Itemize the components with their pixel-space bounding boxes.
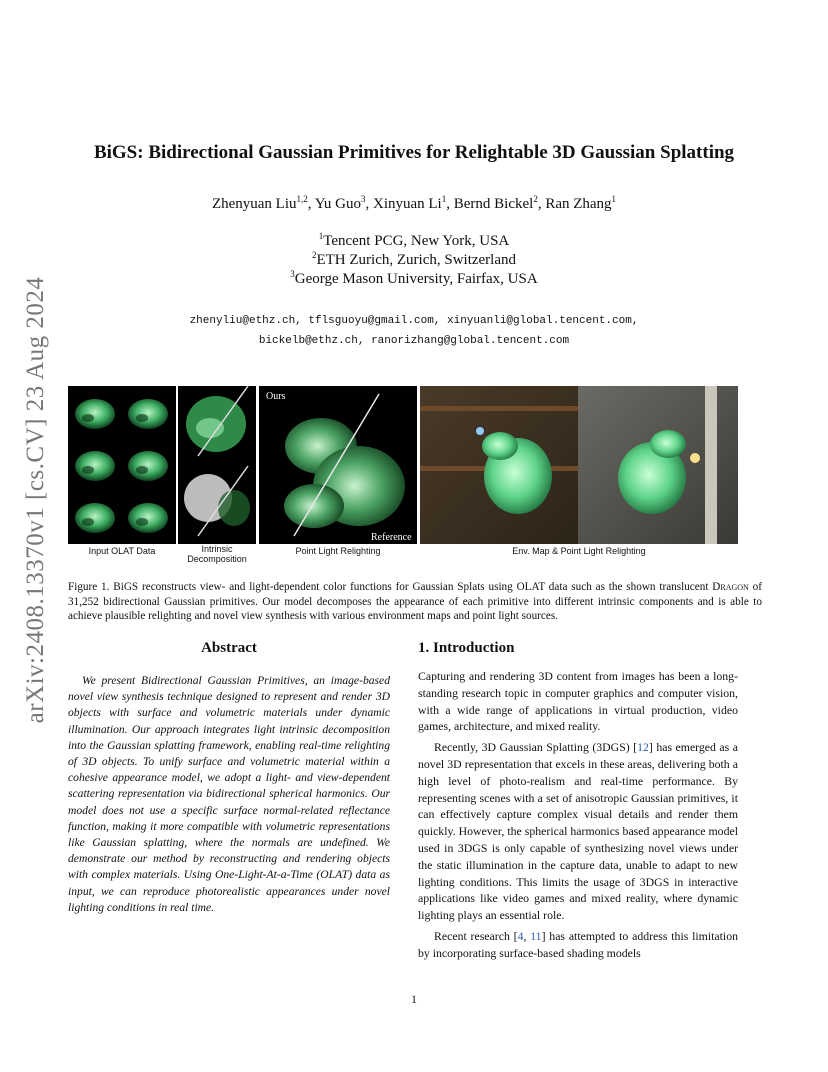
intro-p2-start: Recently, 3D Gaussian Splatting (3DGS) [ [434, 740, 638, 755]
author-name: Bernd Bickel [453, 196, 534, 212]
author-affiliation-marker: 1 [611, 194, 617, 204]
intro-p3-end: ] has attempted to address this limitation by incorporating surface-based shading models [418, 928, 738, 960]
affiliation-line: $^1$Tencent PCG, New York, USA [318, 231, 510, 249]
introduction-heading: 1. Introduction [418, 640, 515, 656]
affiliation-line: $^3$George Mason University, Fairfax, USA [290, 269, 538, 287]
reference-label: Reference [371, 532, 412, 543]
citation-link[interactable]: 4 [517, 928, 524, 943]
point-light-relighting-image [259, 386, 417, 544]
env-map-relighting-image [420, 386, 738, 544]
author-name: Zhenyuan Liu [211, 196, 297, 212]
figure-caption-prefix: Figure 1. BiGS reconstructs view- and light-dependent color functions for Gaussian Splats using OLAT data such as the shown translucent [68, 581, 713, 593]
figure-caption-rest: of 31,252 bidirectional Gaussian primitives. Our model decomposes the appearance of each primitive into different intrinsic components and is able to achieve plausible relighting and novel view synthesis with various environment maps and point light sources. [68, 581, 762, 622]
author-name: Xinyuan Li [372, 196, 442, 212]
affiliation-list [0, 232, 828, 289]
author-affiliation-marker: 2 [533, 194, 538, 204]
olat-grid-image [68, 386, 176, 544]
author-list: Zhenyuan Liu$^{1,2}$, Yu Guo$^3$, Xinyuan Li$^1$, Bernd Bickel$^2$, Ran Zhang$^1$ [211, 194, 617, 212]
subcaption-env-map: Env. Map & Point Light Relighting [512, 546, 646, 556]
author-affiliation-marker: 3 [360, 194, 366, 204]
paper-title: BiGS: Bidirectional Gaussian Primitives for Relightable 3D Gaussian Splatting [93, 142, 735, 163]
arxiv-id-text: arXiv:2408.13370v1 [cs.CV] 23 Aug 2024 [22, 276, 49, 724]
author-affiliation-marker: 1 [441, 194, 447, 204]
intro-paragraph-3 [418, 928, 738, 962]
abstract-body: We present Bidirectional Gaussian Primitives, an image-based novel view synthesis technique designed to represent and render 3D objects with surface and volumetric materials under dynamic illumination. Our approach integrates light intrinsic decomposition into the Gaussian splatting framework, enabling real-time relighting of 3D objects. To unify surface and volumetric material within a cohesive appearance model, we adopt a light- and view-dependent scattering representation via bidirectional spherical harmonics. Our model does not use a specific surface normal-related reflectance function, making it more compatible with volumetric representations like Gaussian splatting, where the normals are undefined. We demonstrate our method by reconstructing and rendering objects with complex materials. Using One-Light-At-a-Time (OLAT) data as input, we can reproduce photorealistic appearances under novel lighting conditions in real time. [68, 674, 390, 914]
intro-paragraph-1: Capturing and rendering 3D content from images has been a long-standing research topic in computer graphics and computer vision, with a wide range of applications in virtual production, video games, architecture, and mixed reality. [418, 669, 738, 734]
email-list [0, 311, 828, 351]
figure-caption [68, 580, 762, 624]
affiliation-line: $^2$ETH Zurich, Zurich, Switzerland [311, 250, 517, 268]
page-number: 1 [411, 992, 417, 1006]
abstract-heading: Abstract [201, 640, 257, 656]
subcaption-intrinsic: Intrinsic Decomposition [187, 544, 247, 564]
citation-separator: , [523, 928, 531, 943]
email-line-2: bickelb@ethz.ch, ranorizhang@global.tencent.com [258, 335, 570, 347]
author-name: Ran Zhang [545, 196, 612, 212]
author-affiliation-marker: 1,2 [296, 194, 308, 204]
introduction-body [418, 668, 738, 966]
intro-p2-end: ] has emerged as a novel 3D representation that excels in these areas, delivering both a high level of photo-realism and real-time performance. By representing scenes with a set of anisotropic Gaussian primitives, it can effectively capture complex visual details and render them quickly. However, the spherical harmonics based appearance model used in 3DGS is only capable of synthesizing novel views under the static illumination in the capture data, unable to adapt to new lighting conditions. This limits the usage of 3DGS in interactive applications like video games and mixed reality, where dynamic lighting plays an essential role. [418, 740, 738, 923]
intro-p3-start: Recent research [ [434, 928, 518, 943]
subcaption-olat: Input OLAT Data [88, 546, 156, 556]
figure-caption-dragon: Dragon [712, 581, 749, 593]
author-name: Yu Guo [314, 196, 361, 212]
citation-link[interactable]: 11 [530, 928, 542, 943]
citation-link[interactable]: 12 [637, 740, 649, 755]
ours-label: Ours [266, 391, 286, 402]
subcaption-point-light: Point Light Relighting [295, 546, 381, 556]
intrinsic-decomposition-image [178, 386, 256, 544]
email-line-1: zhenyliu@ethz.ch, tflsguoyu@gmail.com, xinyuanli@global.tencent.com, [189, 315, 639, 327]
intro-paragraph-2 [418, 739, 738, 924]
